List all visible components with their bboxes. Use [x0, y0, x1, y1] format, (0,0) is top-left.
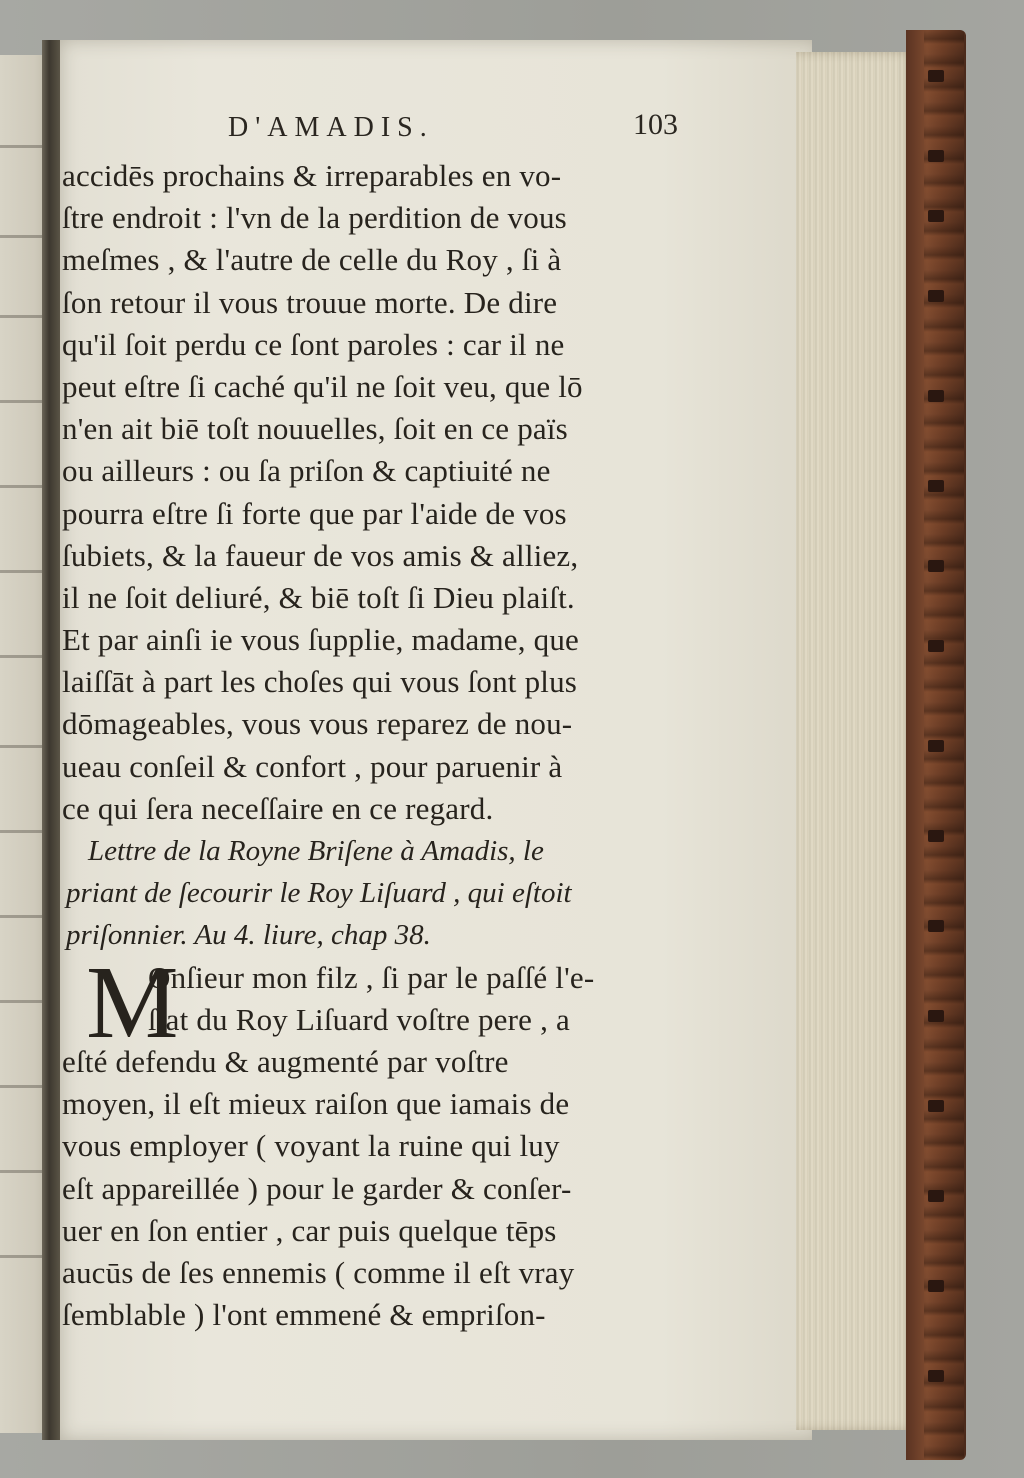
text-line: eſté defendu & augmenté par voſtre	[62, 1043, 509, 1079]
text-line: pourra eſtre ſi forte que par l'aide de vos	[62, 495, 567, 531]
text-line: accidēs prochains & irreparables en vo-	[62, 158, 562, 193]
text-line: peut eſtre ſi caché qu'il ne ſoit veu, que lō	[62, 368, 583, 404]
text-line: dōmageables, vous vous reparez de nou-	[62, 706, 573, 742]
page-text	[62, 155, 712, 1336]
caption-line: Lettre de la Royne Briſene à Amadis, le	[88, 835, 544, 867]
text-line: ce qui ſera neceſſaire en ce regard.	[62, 790, 494, 826]
letter-caption	[62, 830, 712, 957]
text-line: ou ailleurs : ou ſa priſon & captiuité ne	[62, 453, 551, 489]
text-line: eſt appareillée ) pour le garder & conſer-	[62, 1170, 572, 1206]
text-line: ſon retour il vous trouue morte. De dire	[62, 284, 558, 320]
page-header	[228, 108, 698, 152]
page-fore-edge	[796, 52, 914, 1430]
text-line: aucūs de ſes ennemis ( comme il eſt vray	[62, 1254, 575, 1290]
text-line: Et par ainſi ie vous ſupplie, madame, que	[62, 622, 579, 658]
text-line: ſubiets, & la faueur de vos amis & alliez,	[62, 537, 579, 573]
text-line: ſtat du Roy Liſuard voſtre pere , a	[148, 1001, 570, 1037]
text-line: qu'il ſoit perdu ce ſont paroles : car il ne	[62, 326, 565, 362]
text-line: moyen, il eſt mieux raiſon que iamais de	[62, 1086, 570, 1122]
text-line: il ne ſoit deliuré, & biē toſt ſi Dieu plaiſt.	[62, 579, 575, 615]
text-line: n'en ait biē toſt nouuelles, ſoit en ce païs	[62, 411, 568, 447]
text-line: laiſſāt à part les choſes qui vous ſont plus	[62, 664, 578, 700]
page-number: 103	[633, 108, 678, 141]
caption-line: priſonnier. Au 4. liure, chap 38.	[66, 919, 431, 952]
text-line: ſemblable ) l'ont emmené & empriſon-	[62, 1297, 546, 1333]
text-line: vous employer ( voyant la ruine qui luy	[62, 1128, 560, 1164]
body-paragraph	[62, 155, 712, 830]
letter-text	[62, 944, 712, 1337]
text-line: ueau conſeil & confort , pour paruenir à	[62, 748, 563, 784]
cover-edge-texture	[928, 60, 948, 1440]
caption-line: priant de ſecourir le Roy Liſuard , qui eſtoit	[66, 877, 572, 910]
text-line: Onſieur mon filz , ſi par le paſſé l'e-	[148, 959, 595, 995]
text-line: ſtre endroit : l'vn de la perdition de vous	[62, 200, 567, 236]
drop-cap: M	[86, 944, 179, 1060]
running-title: D'AMADIS.	[228, 112, 434, 143]
text-line: meſmes , & l'autre de celle du Roy , ſi à	[62, 242, 562, 278]
book-gutter	[42, 40, 60, 1440]
text-line: uer en ſon entier , car puis quelque tēps	[62, 1212, 557, 1248]
